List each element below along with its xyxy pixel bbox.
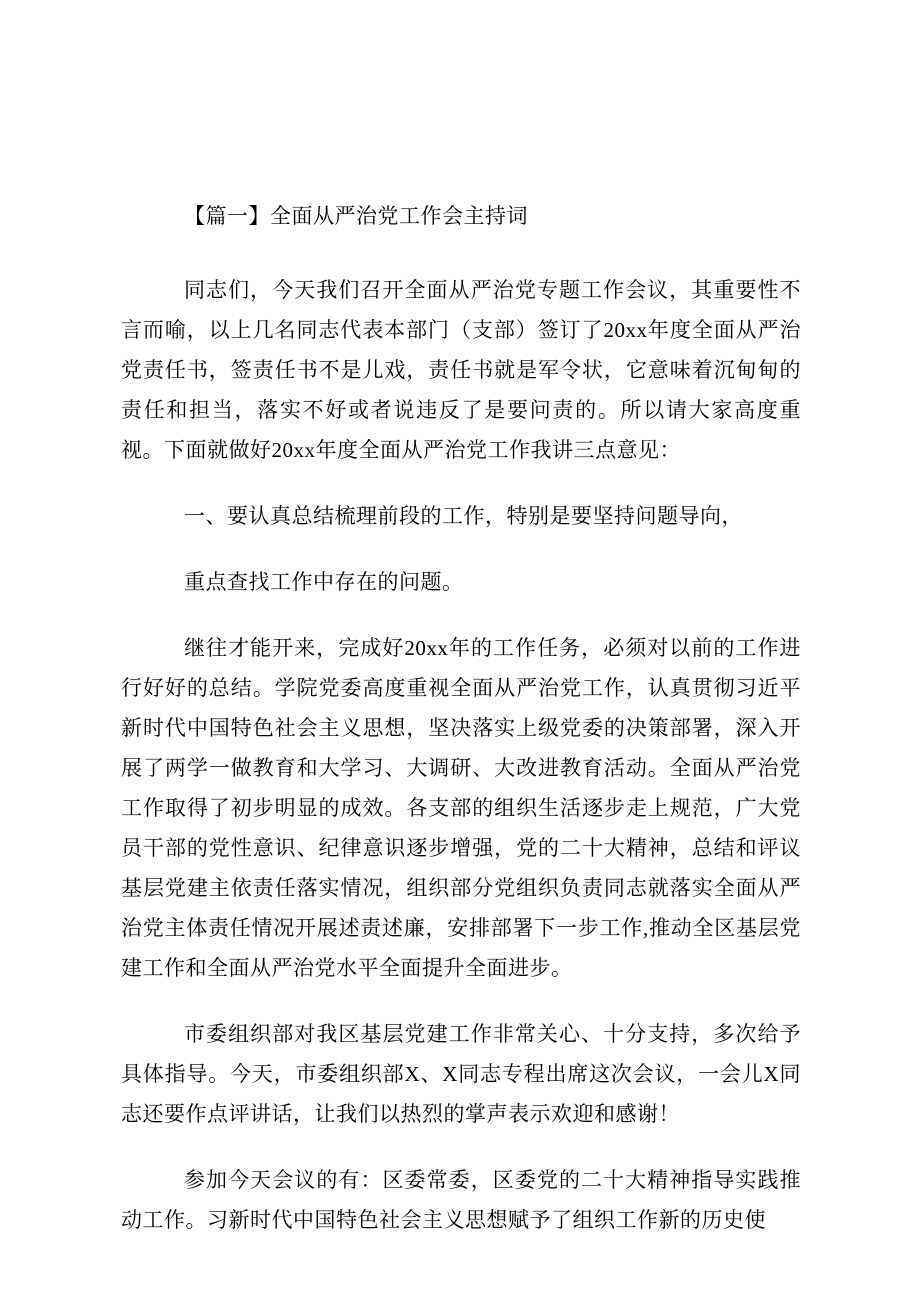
paragraph-body-summary: 继往才能开来，完成好20xx年的工作任务，必须对以前的工作进行好好的总结。学院党委高度重视全面从严治党工作，认真贯彻习近平新时代中国特色社会主义思想，坚决落实上级党委的决策部署，深入开展了两学一做教育和大学习、大调研、大改进教育活动。全面从严治党工作取得了初步明显的成效。各支部的组织生活逐步走上规范，广大党员干部的党性意识、纪律意识逐步增强，党的二十大精神，总结和评议基层党建主依责任落实情况，组织部分党组织负责同志就落实全面从严治党主体责任情况开展述责述廉，安排部署下一步工作,推动全区基层党建工作和全面从严治党水平全面提升全面进步。 — [121, 636, 801, 980]
paragraph-intro: 同志们，今天我们召开全面从严治党专题工作会议，其重要性不言而喻，以上几名同志代表本部门（支部）签订了20xx年度全面从严治党责任书，签责任书不是儿戏，责任书就是军令状，它意味着沉甸甸的责任和担当，落实不好或者说违反了是要问责的。所以请大家高度重视。下面就做好20xx年度全面从严治党工作我讲三点意见： — [121, 278, 801, 462]
paragraph-attendees: 参加今天会议的有：区委常委，区委党的二十大精神指导实践推动工作。习新时代中国特色社会主义思想赋予了组织工作新的历史使 — [121, 1168, 801, 1232]
document-title: 【篇一】全面从严治党工作会主持词 — [184, 204, 528, 228]
paragraph-point-one-heading: 一、要认真总结梳理前段的工作，特别是要坚持问题导向， — [184, 504, 743, 528]
paragraph-guests-thanks: 市委组织部对我区基层党建工作非常关心、十分支持，多次给予具体指导。今天，市委组织部X、X同志专程出席这次会议，一会儿X同志还要作点评讲话，让我们以热烈的掌声表示欢迎和感谢！ — [121, 1022, 801, 1126]
paragraph-point-one-subheading: 重点查找工作中存在的问题。 — [184, 570, 464, 594]
